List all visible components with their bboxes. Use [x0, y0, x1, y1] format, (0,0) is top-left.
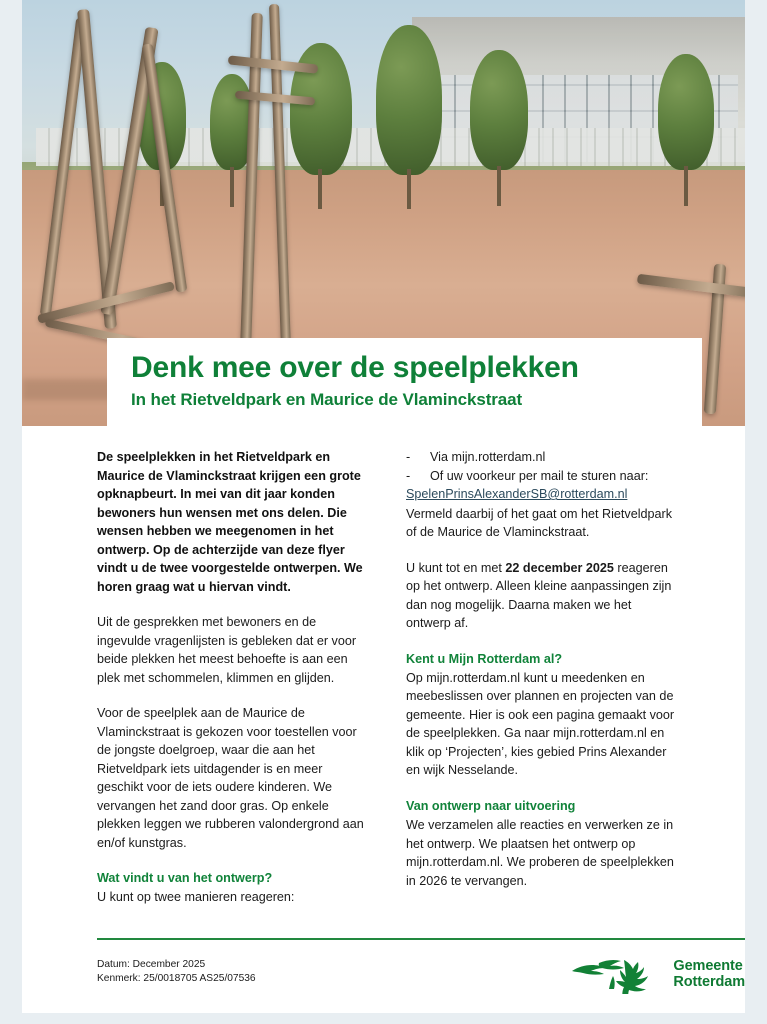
mijn-rotterdam-text: Op mijn.rotterdam.nl kunt u meedenken en meebeslissen over plannen en projecten van de gemeente. Hier is ook een pagina gemaakt voor de speelplekken. Ga naar mijn.rotterdam.nl en klik op ‘Projecten’, kies gebied Prins Alexander en wijk Nesselande. [406, 670, 675, 778]
heading-mijn-rotterdam: Kent u Mijn Rotterdam al? [406, 651, 563, 666]
deadline-paragraph [406, 559, 678, 633]
photo-tree [658, 54, 714, 170]
list-item [406, 448, 678, 467]
bullet-dash: - [406, 450, 411, 464]
photo-tree [376, 25, 442, 175]
two-column-layout [97, 448, 715, 907]
response-options-list [406, 448, 678, 485]
heading-feedback: Wat vindt u van het ontwerp? [97, 871, 273, 885]
email-note: Vermeld daarbij of het gaat om het Rietveldpark of de Maurice de Vlaminckstraat. [406, 506, 673, 539]
footer-reference: Kenmerk: 25/0018705 AS25/07536 [97, 973, 256, 985]
feedback-intro: U kunt op twee manieren reageren: [97, 890, 295, 905]
logo-wordmark [673, 958, 745, 990]
deadline-prefix: U kunt tot en met [406, 560, 506, 575]
list-item-label: Via mijn.rotterdam.nl [430, 450, 546, 464]
logo-line-1: Gemeente [673, 957, 743, 974]
footer [97, 958, 745, 994]
footer-divider [97, 938, 745, 940]
right-column [406, 448, 678, 907]
bullet-dash: - [406, 468, 411, 483]
heading-van-ontwerp-naar-uitvoering: Van ontwerp naar uitvoering [406, 798, 576, 813]
email-link[interactable]: SpelenPrinsAlexanderSB@rotterdam.nl [406, 487, 628, 501]
uitvoering-text: We verzamelen alle reacties en verwerken ze in het ontwerp. We plaatsen het ontwerp op mijn.rotterdam.nl. We proberen de speelplekken in 2026 te vervangen. [406, 818, 674, 888]
footer-date: Datum: December 2025 [97, 959, 206, 970]
list-item [406, 467, 678, 486]
page-subtitle: In het Rietveldpark en Maurice de Vlaminckstraat [131, 389, 523, 409]
deadline-suffix: reageren op het ontwerp. Alleen kleine aanpassingen zijn dan nog mogelijk. Daarna maken we het ontwerp af. [406, 560, 672, 630]
list-item-label: Of uw voorkeur per mail te sturen naar: [430, 468, 649, 483]
flyer-page [22, 0, 745, 1013]
body-content [22, 426, 745, 907]
gemeente-rotterdam-logo [569, 954, 745, 994]
lead-paragraph: De speelplekken in het Rietveldpark en Maurice de Vlaminckstraat krijgen een grote opknapbeurt. In mei van dit jaar konden bewoners hun wensen met ons delen. Die wensen hebben we meegenomen in het ontwerp. Op de achterzijde van deze flyer vindt u de twee voorgestelde ontwerpen. We horen graag wat u hiervan vindt. [97, 450, 363, 594]
deadline-date: 22 december 2025 [505, 560, 614, 575]
title-card [107, 338, 702, 426]
photo-tree [470, 50, 528, 170]
rotterdam-lion-icon [569, 954, 661, 994]
footer-meta [97, 958, 256, 987]
paragraph-survey-results: Uit de gesprekken met bewoners en de ingevulde vragenlijsten is gebleken dat er voor beide plekken het meest behoefte is aan een plek met schommelen, klimmen en glijden. [97, 615, 357, 685]
paragraph-design-choices: Voor de speelplek aan de Maurice de Vlaminckstraat is gekozen voor toestellen voor de jongste doelgroep, waar die aan het Rietveldpark iets uitdagender is en meer geschikt voor de iets oudere kinderen. We vervangen het zand door gras. Op enkele plekken leggen we rubberen valondergrond aan en/of kunstgras. [97, 706, 364, 850]
page-title: Denk mee over de speelplekken [131, 351, 579, 384]
left-column [97, 448, 369, 907]
logo-line-2: Rotterdam [673, 974, 745, 990]
